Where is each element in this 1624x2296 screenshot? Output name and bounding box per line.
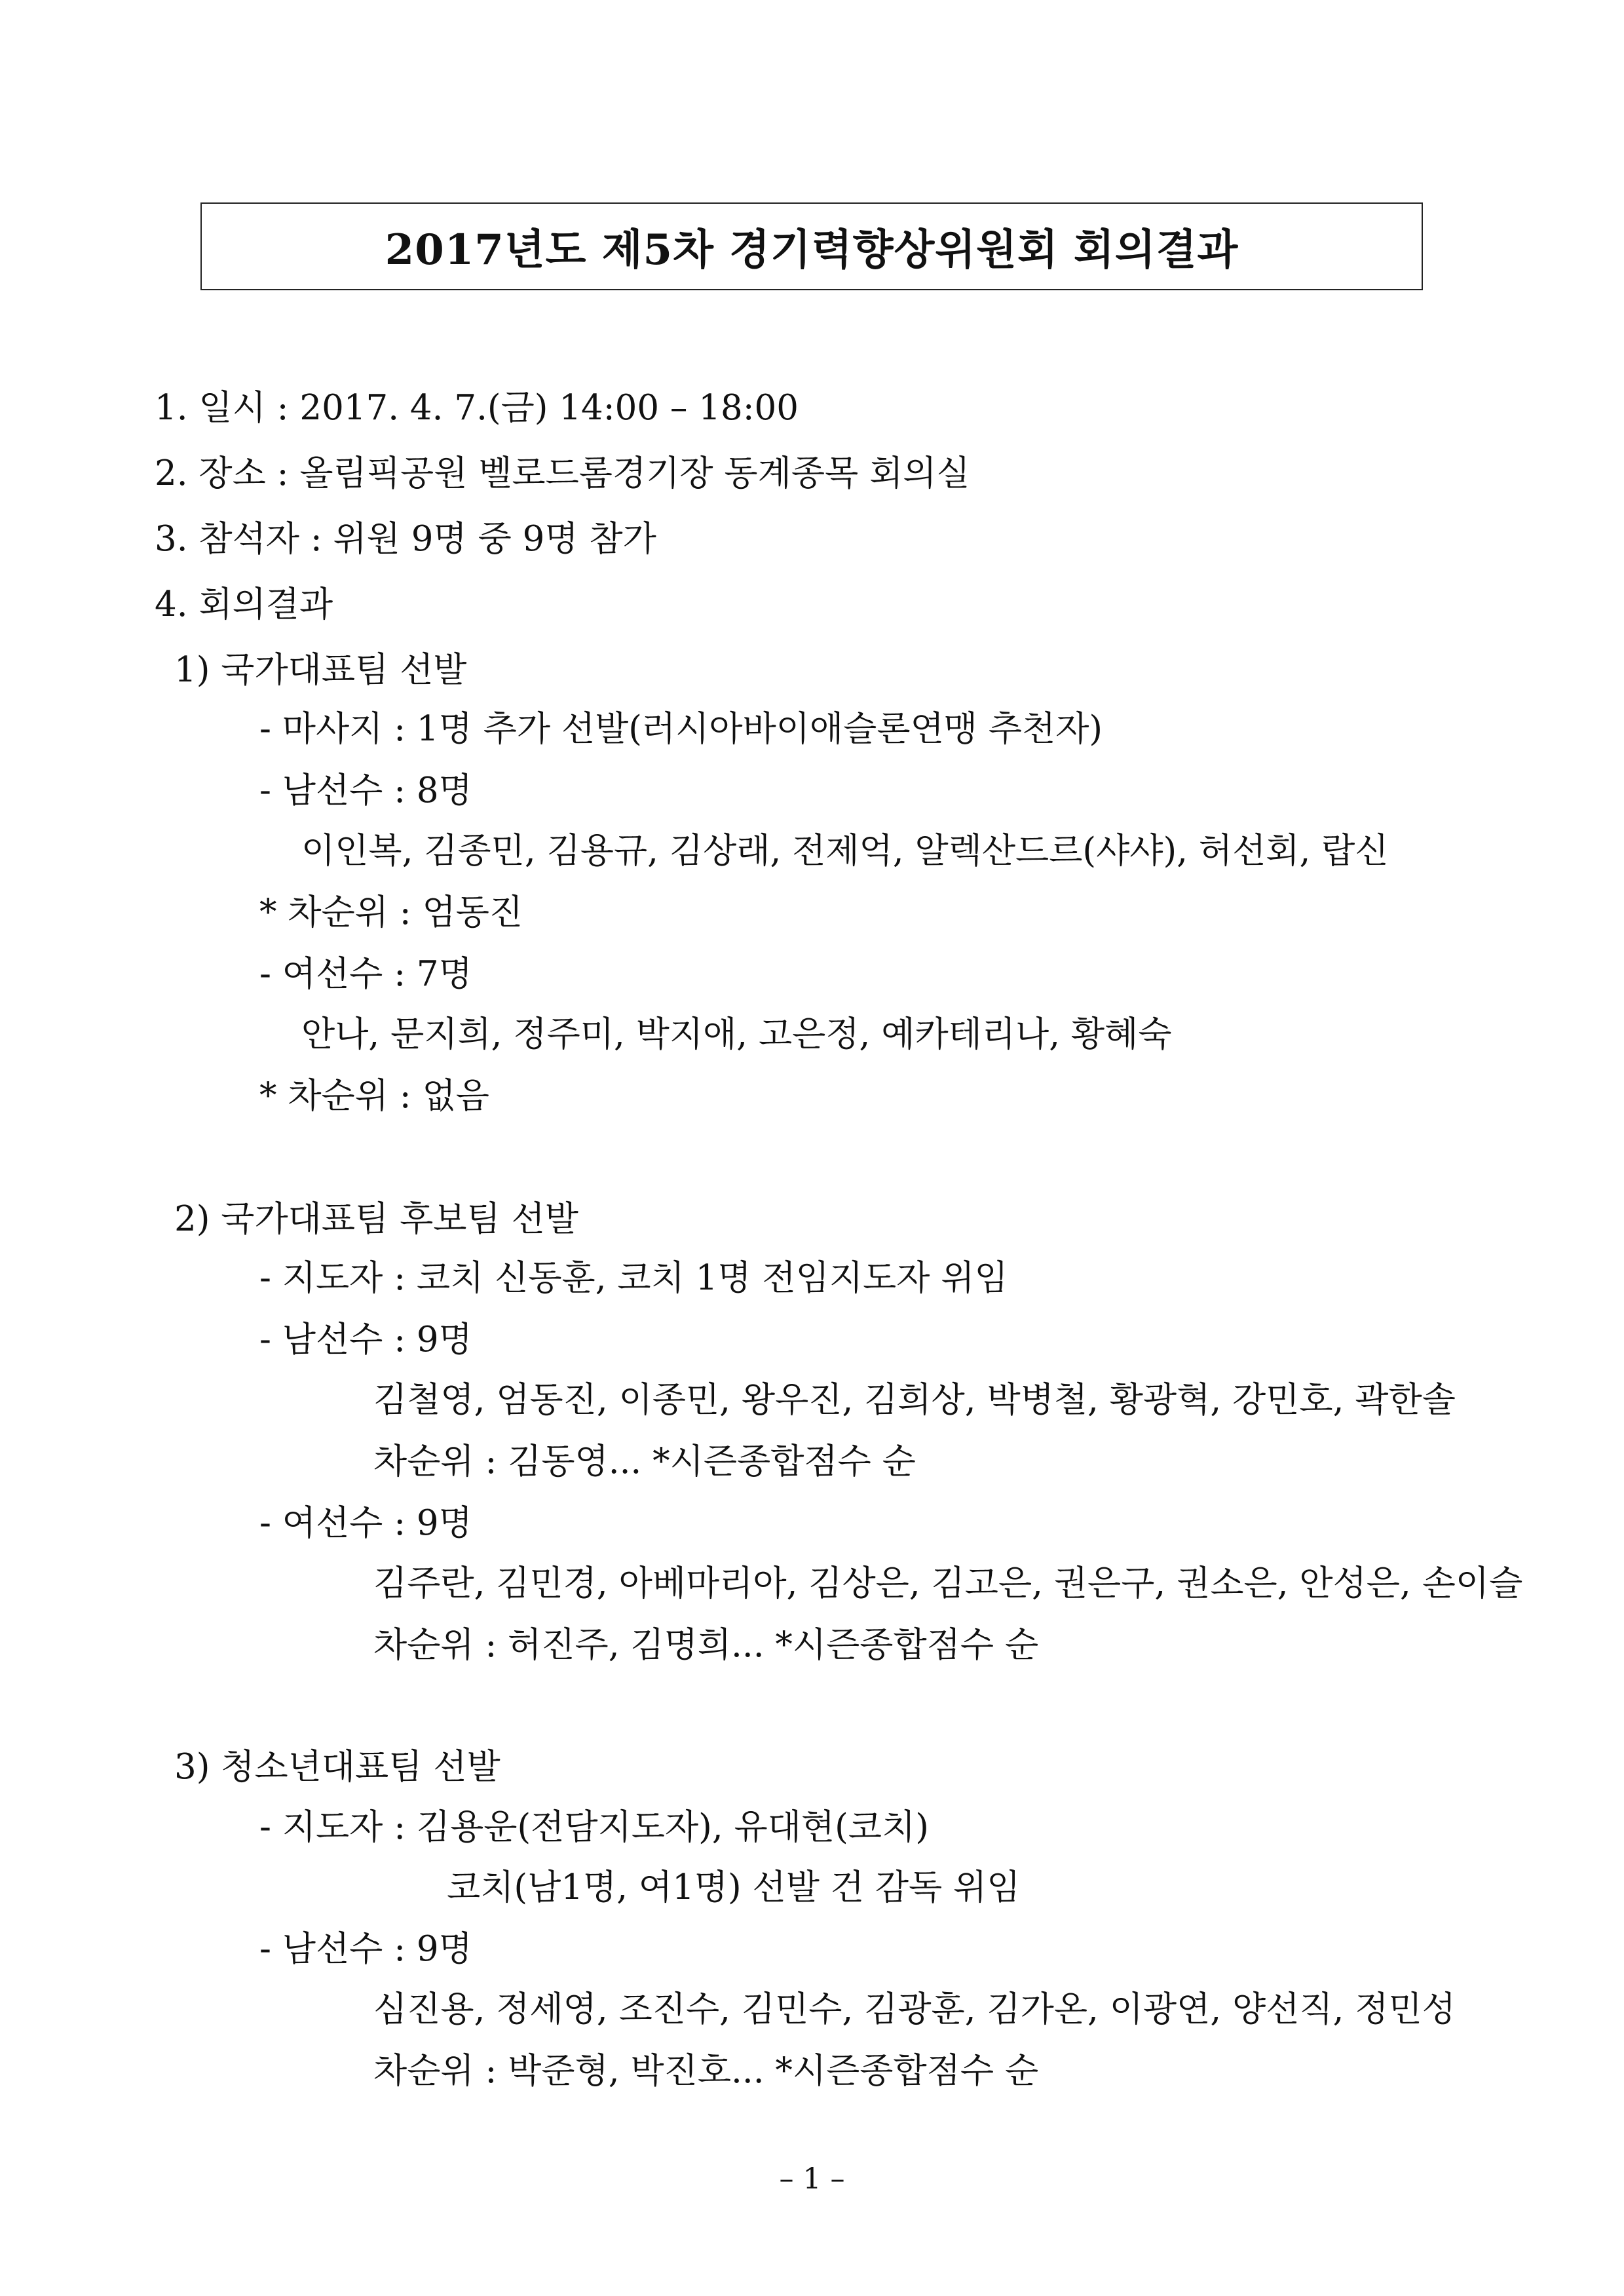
line-women-reserve: * 차순위 : 없음 xyxy=(259,1076,489,1116)
line-women-names: 안나, 문지희, 정주미, 박지애, 고은정, 예카테리나, 황혜숙 xyxy=(301,1014,1172,1054)
item-attendees: 3. 참석자 : 위원 9명 중 9명 참가 xyxy=(155,519,656,559)
item-location: 2. 장소 : 올림픽공원 벨로드롬경기장 동계종목 회의실 xyxy=(155,453,970,493)
line-candidate-coach: - 지도자 : 코치 신동훈, 코치 1명 전임지도자 위임 xyxy=(259,1258,1008,1298)
line-men-count: - 남선수 : 8명 xyxy=(259,771,472,811)
line-candidate-women-reserve: 차순위 : 허진주, 김명희... *시즌종합점수 순 xyxy=(373,1625,1039,1665)
line-women-count: - 여선수 : 7명 xyxy=(259,954,472,994)
section-youth-team: 3) 청소년대표팀 선발 xyxy=(174,1747,500,1787)
document-title-box xyxy=(200,202,1423,290)
page-number: – 1 – xyxy=(779,2162,845,2196)
line-candidate-women-names: 김주란, 김민경, 아베마리아, 김상은, 김고은, 권은구, 권소은, 안성은, 손이슬 xyxy=(373,1563,1523,1603)
item-datetime: 1. 일시 : 2017. 4. 7.(금) 14:00 – 18:00 xyxy=(155,388,799,428)
line-youth-coach: - 지도자 : 김용운(전담지도자), 유대현(코치) xyxy=(259,1807,929,1847)
section-national-candidate-team: 2) 국가대표팀 후보팀 선발 xyxy=(174,1199,578,1239)
line-youth-coach-delegation: 코치(남1명, 여1명) 선발 건 감독 위임 xyxy=(447,1867,1021,1907)
line-masseur: - 마사지 : 1명 추가 선발(러시아바이애슬론연맹 추천자) xyxy=(259,709,1103,749)
line-youth-men-count: - 남선수 : 9명 xyxy=(259,1929,472,1969)
line-youth-men-names: 심진용, 정세영, 조진수, 김민수, 김광훈, 김가온, 이광연, 양선직, 정민성 xyxy=(373,1989,1456,2029)
section-national-team: 1) 국가대표팀 선발 xyxy=(174,650,467,690)
line-youth-men-reserve: 차순위 : 박준형, 박진호... *시즌종합점수 순 xyxy=(373,2051,1039,2091)
line-candidate-men-reserve: 차순위 : 김동영... *시즌종합점수 순 xyxy=(373,1442,916,1482)
document-title: 2017년도 제5차 경기력향상위원회 회의결과 xyxy=(385,225,1239,275)
item-results-heading: 4. 회의결과 xyxy=(155,584,333,624)
line-candidate-women-count: - 여선수 : 9명 xyxy=(259,1503,472,1543)
line-candidate-men-count: - 남선수 : 9명 xyxy=(259,1320,472,1360)
line-candidate-men-names: 김철영, 엄동진, 이종민, 왕우진, 김희상, 박병철, 황광혁, 강민호, 곽한솔 xyxy=(373,1380,1456,1420)
line-men-names: 이인복, 김종민, 김용규, 김상래, 전제억, 알렉산드르(샤샤), 허선회, 랍신 xyxy=(301,831,1389,871)
line-men-reserve: * 차순위 : 엄동진 xyxy=(259,892,523,932)
